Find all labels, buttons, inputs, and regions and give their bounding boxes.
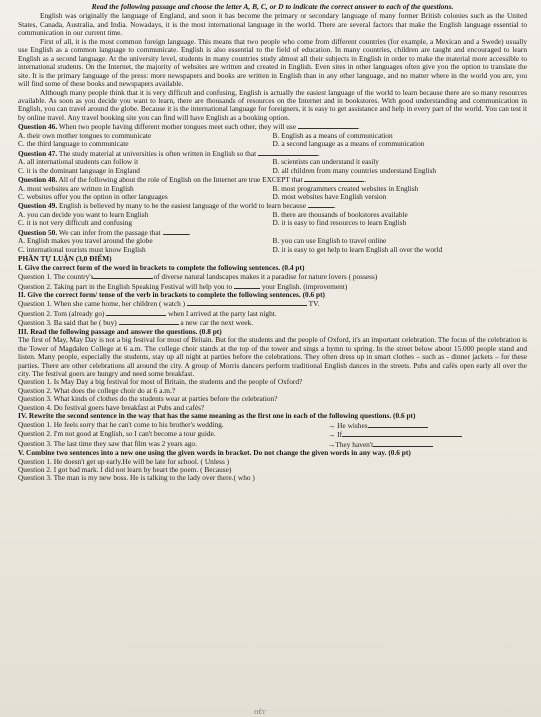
answer-blank — [163, 228, 189, 235]
answer-blank — [119, 318, 179, 325]
s4-question-1: Question 1. He feels sorry that he can't come to his brother's wedding. → He wishes — [18, 421, 527, 430]
option-b: B. scientists can understand it easily — [272, 158, 379, 167]
option-d: D. it is easy to get help to learn English all over the world — [272, 245, 443, 254]
answer-blank — [258, 149, 318, 156]
section-4-title: IV. Rewrite the second sentence in the way that has the same meaning as the first one in each of the following questions. (0.6 pt) — [18, 411, 416, 421]
s4-question-3: Question 3. The last time they saw that film was 2 years ago. →They haven't — [18, 440, 527, 449]
s3-question-1: Question 1. Is May Day a big festival for most of Britain, the students and the people of Oxford? — [18, 377, 303, 387]
option-b: B. most programmers created websites in English — [272, 184, 419, 193]
s1-question-2: Question 2. Taking part in the English Speaking Festival will help you to your English. (improvement) — [18, 281, 348, 291]
option-b: B. you can use English to travel online — [272, 237, 387, 246]
section-3-title: III. Read the following passage and answer the questions. (0.8 pt) — [18, 326, 222, 336]
answer-blank — [298, 122, 358, 129]
question-46: Question 46. When two people having different mother tongues meet each other, they will use . — [18, 122, 360, 132]
answer-blank — [187, 299, 247, 306]
s3-question-2: Question 2. What does the college choir do at 6 a.m.? — [18, 385, 176, 395]
option-c: C. websites offer you the option in other languages — [18, 192, 168, 201]
answer-blank — [304, 175, 364, 182]
question-48: Question 48. All of the following about the role of English on the Internet are true EXCEPT that . — [18, 175, 367, 185]
option-b: B. there are thousands of bookstores available — [272, 210, 408, 219]
section-1-title: I. Give the correct form of the word in brackets to complete the following sentences. (0.4 pt) — [18, 262, 305, 272]
s5-question-2: Question 2. I got bad mark. I did not learn by heart the poem. ( Because) — [18, 465, 232, 475]
option-a: A. English makes you travel around the globe — [18, 237, 153, 246]
option-c: C. it is the dominant language in England — [18, 166, 140, 175]
section-3-passage: The first of May, May Day is not a big festival for most of Britain. But for the students and the people of Oxford, it's an important celebration. The focus of the celebration is the Tower of Magdalen College at 6 a.m. The college choir stands at the top of the tower and sings a hymn to spring. In the street below about 15.000 people stand and listen. Many people, especially the students, stay up all night at parties before the celebrations. They often dress up in smart clothes – such as - dinner jackets – for these parties. There are other celebrations all around the city. A group of Morris dancers perform traditional English dances in the streets. Pubs and cafés open early all over the city. The festival goers are hungry and need some breakfast. — [18, 335, 527, 379]
option-d: D. all children from many countries understand English — [272, 166, 437, 175]
option-a: A. you can decide you want to learn English — [18, 210, 149, 219]
passage-paragraph-3: Although many people think that it is very difficult and confusing, English is actually the easiest language of the world to learn because there are so many resources available. As soon as you decide you want to learn, there are thousands of resources on the Internet and in bookstores. With good understanding and communication in English, you can travel around the globe. Because it is the international language for foreigners, it is easy to get assistance and help in every part of the world. You can test it by online travel. Any travel booking site you can find will have English as a booking option. — [18, 87, 527, 122]
s3-question-3: Question 3. What kinds of clothes do the students wear at parties before the celebration? — [18, 394, 278, 404]
passage-paragraph-2: First of all, it is the most common foreign language. This means that two people who come from different countries (for example, a Mexican and a Swede) usually use English as a common language to communicate. English is also essential to the field of education. In many countries, children are taught and encouraged to learn English as a second language. At the university level, students in many countries study almost all their subjects in English in order to make the material more accessible to international students. On the Internet, the majority of websites are written and created in English. Even sites in other languages often give you the option to translate the site. It is the primary language of the press: more newspapers and books are written in English than in any other language, and no matter where in the world you are, you will find some of these books and newspapers available. — [18, 36, 527, 89]
s2-question-1: Question 1. When she came home, her children ( watch ) TV. — [18, 299, 320, 309]
s1-question-1: Question 1. The country's of diverse natural landscapes makes it a paradise for nature lovers ( possess) — [18, 272, 378, 282]
answer-blank — [106, 309, 166, 316]
option-d: D. most websites have English version — [272, 192, 387, 201]
option-a: A. their own mother tongues to communicate — [18, 131, 152, 140]
question-49-options — [18, 211, 527, 219]
option-c: C. international tourists must know English — [18, 245, 146, 254]
section-5-title: V. Combine two sentences into a new one using the given words in bracket. Do not change the given words in any way. (0.6 pt) — [18, 448, 411, 458]
question-50: Question 50. We can infer from the passage that . — [18, 227, 191, 237]
s2-question-2: Question 2. Tom (already go) when I arrived at the party last night. — [18, 308, 277, 318]
section-2-title: II. Give the correct form/ tense of the verb in brackets to complete the following sentences. (0.6 pt) — [18, 289, 326, 299]
answer-blank — [368, 421, 428, 428]
answer-blank — [342, 430, 402, 437]
page-footer: HẾT — [254, 710, 266, 716]
question-47: Question 47. The study material at universities is often written in English so that . — [18, 148, 320, 158]
option-d: D. it is easy to find resources to learn English — [272, 219, 407, 228]
question-47-options — [18, 158, 527, 166]
question-49: Question 49. English is believed by many to be the easiest language of the world to learn because . — [18, 201, 336, 211]
reading-instructions: Read the following passage and choose the letter A, B, C, or D to indicate the correct answer to each of the questions. — [91, 2, 454, 11]
question-46-options — [18, 132, 527, 140]
option-d: D. a second language as a means of communication — [272, 140, 425, 149]
passage-paragraph-1: English was originally the language of England, and soon it has become the primary or secondary language of many former British colonies such as the United States, Canada, Australia, and India. Nowadays, it is the most international language in the world. There are several factors that make the English language essential to communication in our current time. — [18, 11, 527, 38]
s5-question-3: Question 3. The man is my new boss. He is talking to the lady over there.( who ) — [18, 473, 255, 483]
answer-blank — [234, 282, 260, 289]
question-50-options — [18, 237, 527, 245]
question-48-options — [18, 185, 527, 193]
option-a: A. most websites are written in English — [18, 184, 134, 193]
s4-question-2: Question 2. I'm not good at English, so I can't become a tour guide. → If — [18, 430, 527, 439]
s3-question-4: Question 4. Do festival goers have breakfast at Pubs and cafés? — [18, 402, 205, 412]
answer-blank — [308, 201, 334, 208]
s5-question-1: Question 1. He doesn't get up early.He will be late for school. ( Unless ) — [18, 456, 230, 466]
part2-heading: PHẦN TỰ LUẬN (3,0 ĐIỂM) — [18, 254, 112, 264]
answer-blank — [373, 440, 433, 447]
option-a: A. all international students can follow it — [18, 158, 139, 167]
answer-blank — [93, 272, 153, 279]
s2-question-3: Question 3. Ba said that he ( buy) a new car the next week. — [18, 318, 253, 328]
option-c: C. it is not very difficult and confusing — [18, 219, 133, 228]
option-b: B. English as a means of communication — [272, 131, 393, 140]
option-c: C. the third language to communicate — [18, 140, 129, 149]
